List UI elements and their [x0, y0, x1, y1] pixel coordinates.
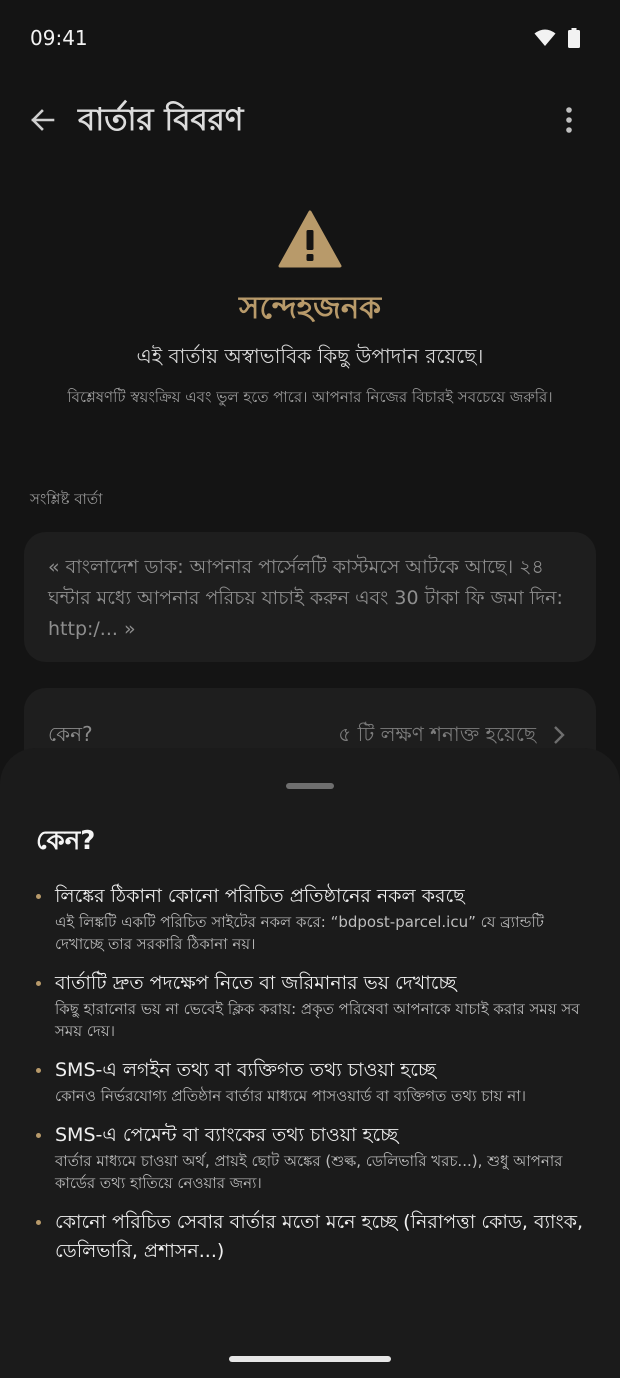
reason-item: [36, 882, 588, 955]
reason-item: [36, 1208, 588, 1266]
app-bar: [0, 86, 620, 156]
more-options-button[interactable]: [554, 100, 584, 140]
reason-title: SMS-এ পেমেন্ট বা ব্যাংকের তথ্য চাওয়া হচ্ছে: [55, 1124, 399, 1146]
reason-title: বার্তাটি দ্রুত পদক্ষেপ নিতে বা জরিমানার ভয় দেখাচ্ছে: [55, 972, 457, 994]
more-vertical-icon: [565, 107, 573, 133]
verdict-subtitle: এই বার্তায় অস্বাভাবিক কিছু উপাদান রয়েছে।: [136, 344, 484, 368]
reason-description: এই লিঙ্কটি একটি পরিচিত সাইটের নকল করে: “bdpost-parcel.icu” যে ব্র্যান্ডটি দেখাচ্ছে তার সরকারি ঠিকানা নয়।: [55, 913, 544, 953]
reason-item: [36, 969, 588, 1042]
bullet-icon: [36, 1220, 41, 1225]
reason-title: কোনো পরিচিত সেবার বার্তার মতো মনে হচ্ছে (নিরাপত্তা কোড, ব্যাংক, ডেলিভারি, প্রশাসন...): [55, 1211, 584, 1262]
arrow-left-icon: [29, 107, 55, 133]
related-message-label: সংশ্লিষ্ট বার্তা: [30, 490, 103, 508]
reasons-bottom-sheet: [0, 748, 620, 1378]
reason-item: [36, 1056, 588, 1107]
bullet-icon: [36, 1068, 41, 1073]
reason-title: SMS-এ লগইন তথ্য বা ব্যক্তিগত তথ্য চাওয়া হচ্ছে: [55, 1059, 436, 1081]
battery-icon: [568, 28, 580, 48]
back-button[interactable]: [22, 100, 62, 140]
status-icons: [534, 28, 580, 48]
signals-count: ৫ টি লক্ষণ শনাক্ত হয়েছে: [338, 722, 536, 746]
bullet-icon: [36, 1133, 41, 1138]
status-bar: [0, 0, 620, 76]
message-preview-text: « বাংলাদেশ ডাক: আপনার পার্সেলটি কাস্টমসে আটকে আছে। ২৪ ঘন্টার মধ্যে আপনার পরিচয় যাচাই করুন এবং 30 টাকা ফি জমা দিন: http:/... »: [48, 556, 563, 640]
sheet-title: কেন?: [36, 826, 96, 856]
chevron-right-icon: [552, 724, 566, 746]
sheet-drag-handle[interactable]: [286, 783, 334, 789]
verdict-title: সন্দেহজনক: [238, 290, 382, 326]
status-time: 09:41: [30, 26, 88, 50]
home-indicator[interactable]: [229, 1356, 391, 1362]
disclaimer-text: বিশ্লেষণটি স্বয়ংক্রিয় এবং ভুল হতে পারে। আপনার নিজের বিচারই সবচেয়ে জরুরি।: [67, 388, 553, 406]
reason-item: [36, 1121, 588, 1194]
message-preview-card: [24, 532, 596, 662]
page-title: বার্তার বিবরণ: [78, 102, 244, 138]
reason-title: লিঙ্কের ঠিকানা কোনো পরিচিত প্রতিষ্ঠানের নকল করছে: [55, 885, 465, 907]
wifi-icon: [534, 29, 556, 47]
bullet-icon: [36, 981, 41, 986]
reason-description: বার্তার মাধ্যমে চাওয়া অর্থ, প্রায়ই ছোট অঙ্কের (শুল্ক, ডেলিভারি খরচ...), শুধু আপনার কার্ডের তথ্য হাতিয়ে নেওয়ার জন্য।: [55, 1152, 563, 1192]
reason-description: কোনও নির্ভরযোগ্য প্রতিষ্ঠান বার্তার মাধ্যমে পাসওয়ার্ড বা ব্যক্তিগত তথ্য চায় না।: [55, 1087, 526, 1105]
warning-triangle-icon: [278, 210, 342, 268]
reason-description: কিছু হারানোর ভয় না ভেবেই ক্লিক করায়: প্রকৃত পরিষেবা আপনাকে যাচাই করার সময় সব সময় দেয়।: [55, 1000, 580, 1040]
reasons-list: [36, 882, 588, 1280]
why-label: কেন?: [48, 722, 93, 746]
bullet-icon: [36, 894, 41, 899]
